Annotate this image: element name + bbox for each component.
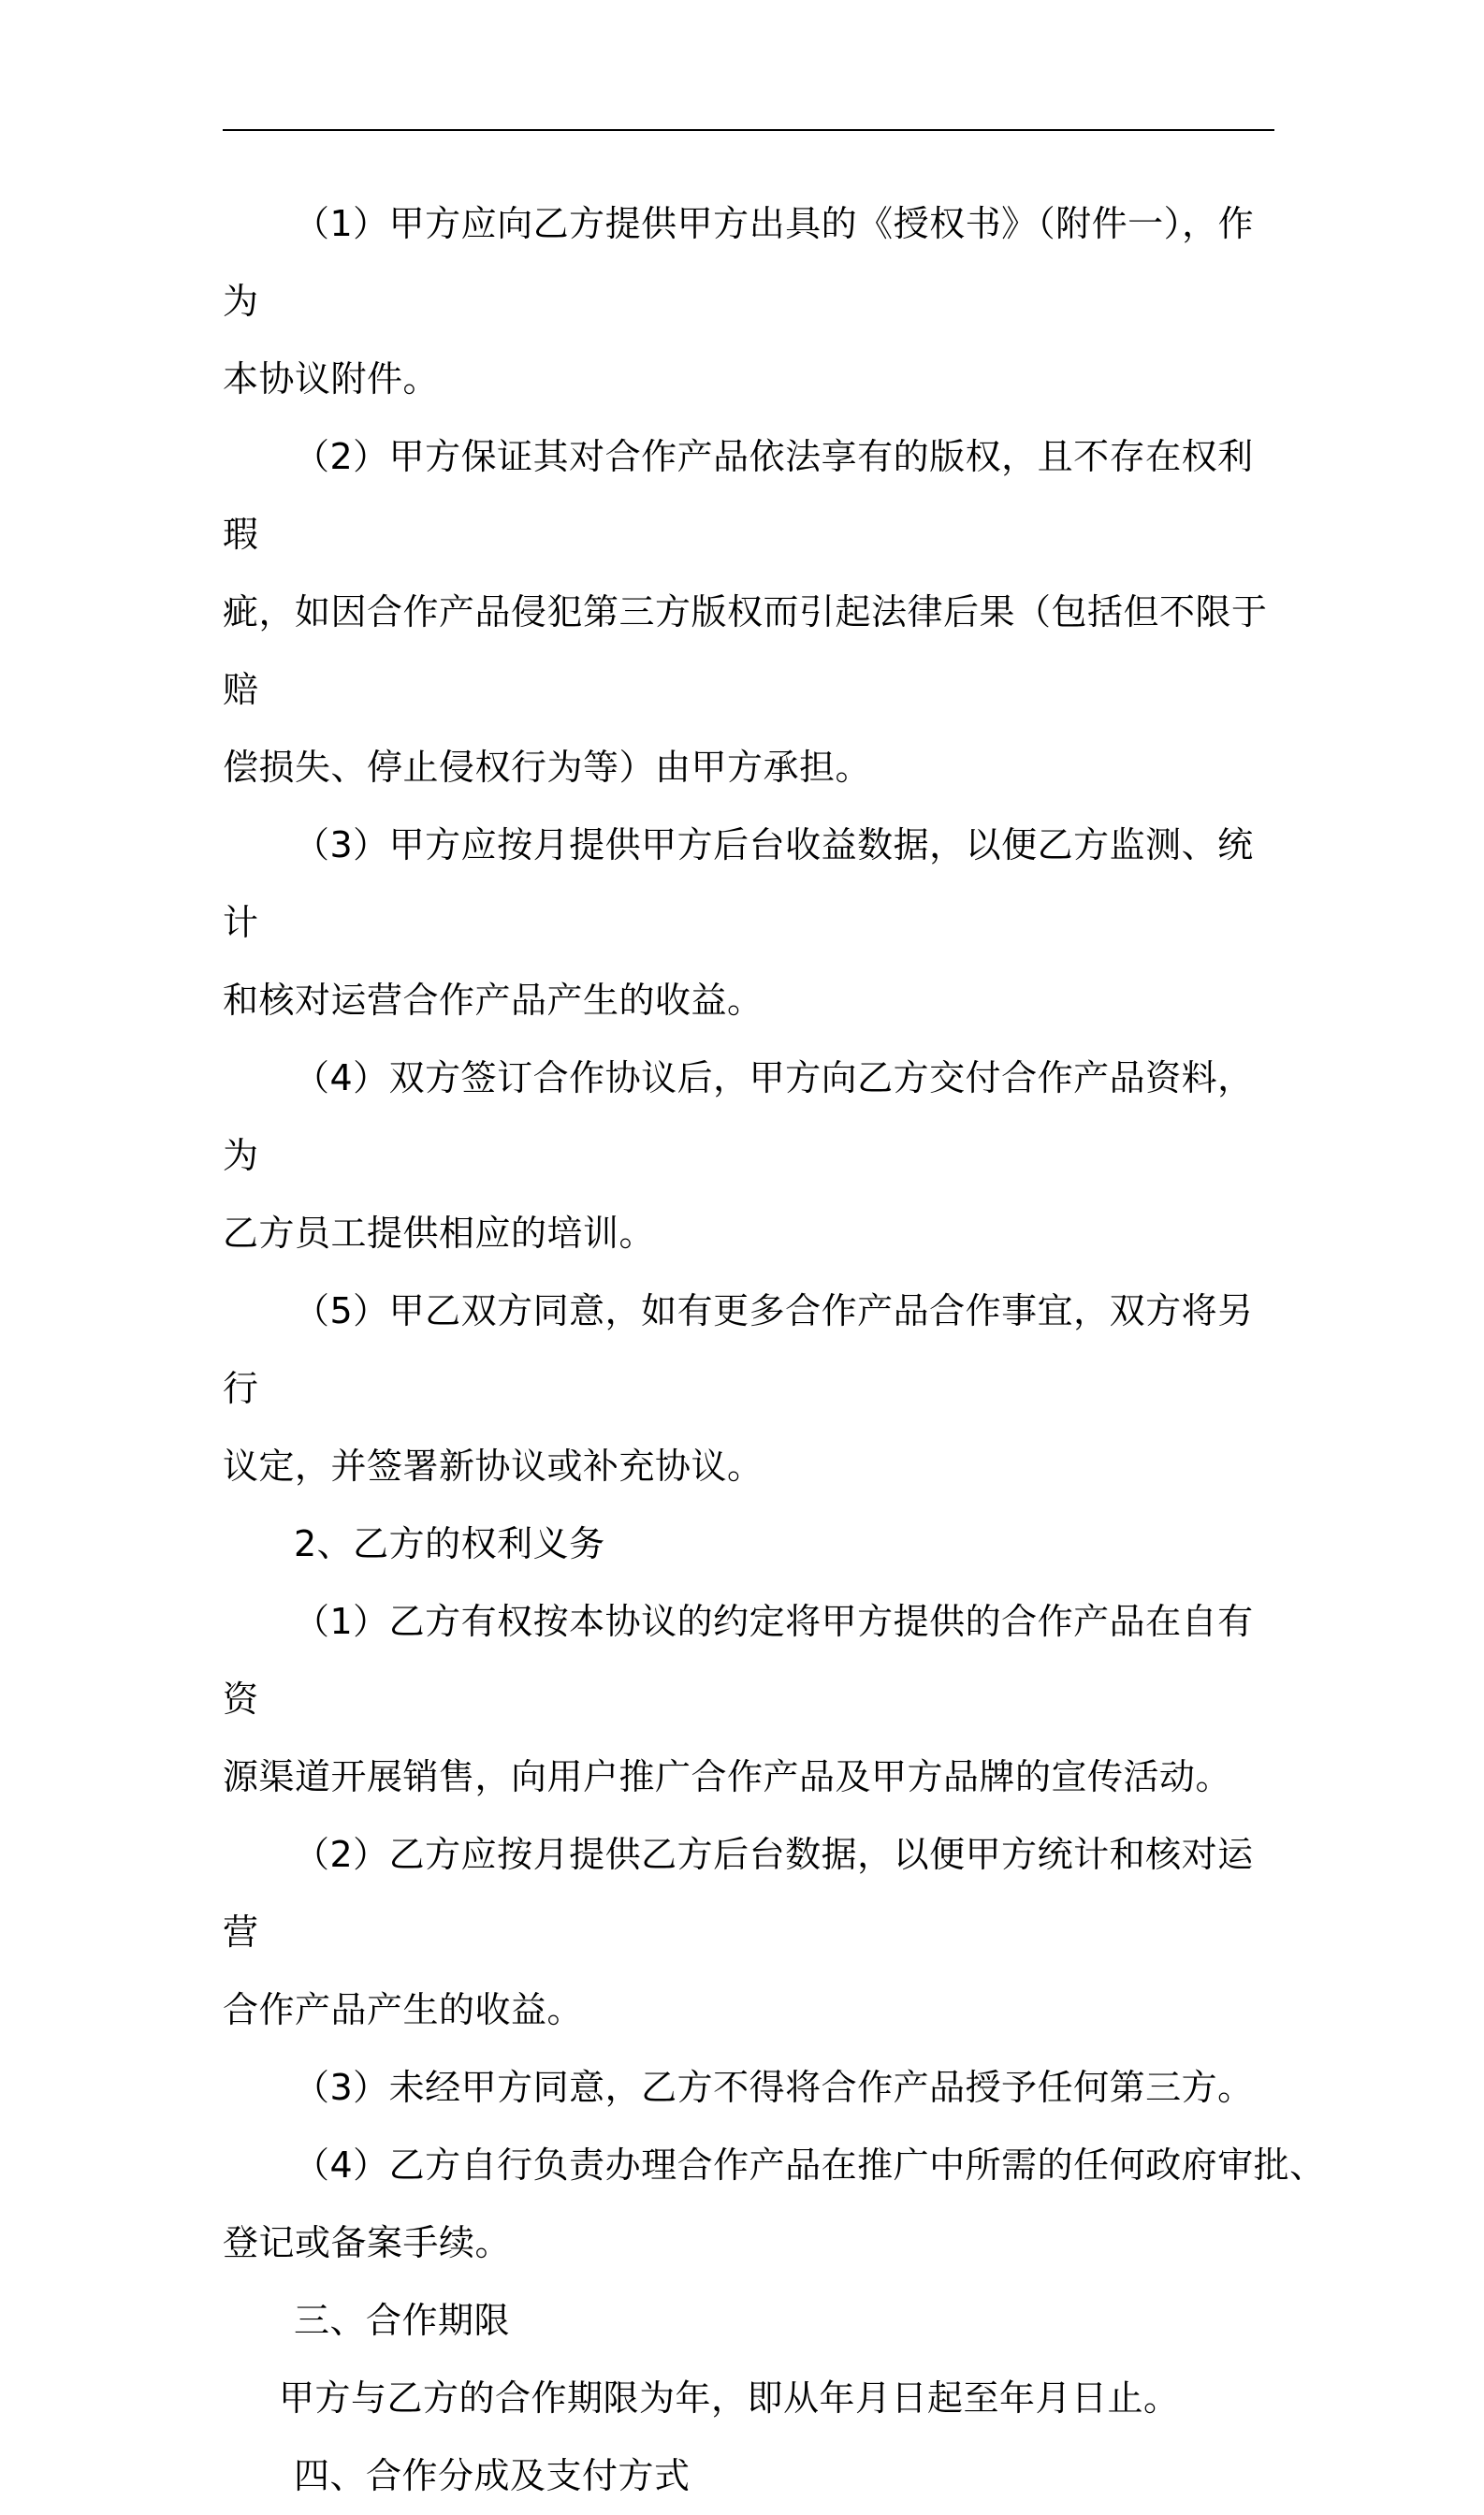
clause-2-1-line-1: （1）乙方有权按本协议的约定将甲方提供的合作产品在自有资 [223,1601,1254,1720]
clause-2-4-line-1: （4）乙方自行负责办理合作产品在推广中所需的任何政府审批、 [294,2144,1326,2186]
clause-2-3-line-1: （3）未经甲方同意，乙方不得将合作产品授予任何第三方。 [294,2067,1254,2108]
clause-1-2-line-3: 偿损失、停止侵权行为等）由甲方承担。 [223,747,872,788]
clause-2-1-line-2: 源渠道开展销售，向用户推广合作产品及甲方品牌的宣传活动。 [223,1756,1232,1797]
section-heading-revenue-share: 四、合作分成及支付方式 [294,2455,691,2496]
header-rule [223,129,1274,131]
clause-1-4-line-1: （4）双方签订合作协议后，甲方向乙方交付合作产品资料，为 [223,1057,1254,1176]
clause-1-4-line-2: 乙方员工提供相应的培训。 [223,1213,656,1254]
clause-1-1-line-1: （1）甲方应向乙方提供甲方出具的《授权书》（附件一），作为 [223,203,1255,322]
clause-1-2-line-2: 疵，如因合作产品侵犯第三方版权而引起法律后果（包括但不限于赔 [223,591,1268,710]
clause-1-5-line-1: （5）甲乙双方同意，如有更多合作产品合作事宜，双方将另行 [223,1290,1254,1409]
document-body [223,185,1326,2515]
section-heading-term: 三、合作期限 [294,2300,511,2341]
clause-1-1-line-2: 本协议附件。 [223,358,440,400]
clause-1-3-line-2: 和核对运营合作产品产生的收益。 [223,980,764,1021]
clause-2-2-line-2: 合作产品产生的收益。 [223,1989,584,2030]
clause-1-5-line-2: 议定，并签署新协议或补充协议。 [223,1446,764,1487]
clause-2-4-line-2: 登记或备案手续。 [223,2222,512,2263]
section-heading-party-b-rights: 2、乙方的权利义务 [294,1523,605,1564]
term-statement: 甲方与乙方的合作期限为年，即从年月日起至年月日止。 [279,2377,1180,2419]
clause-1-3-line-1: （3）甲方应按月提供甲方后台收益数据，以便乙方监测、统计 [223,824,1254,943]
clause-1-2-line-1: （2）甲方保证其对合作产品依法享有的版权，且不存在权利瑕 [223,436,1254,555]
clause-2-2-line-1: （2）乙方应按月提供乙方后台数据，以便甲方统计和核对运营 [223,1834,1254,1953]
